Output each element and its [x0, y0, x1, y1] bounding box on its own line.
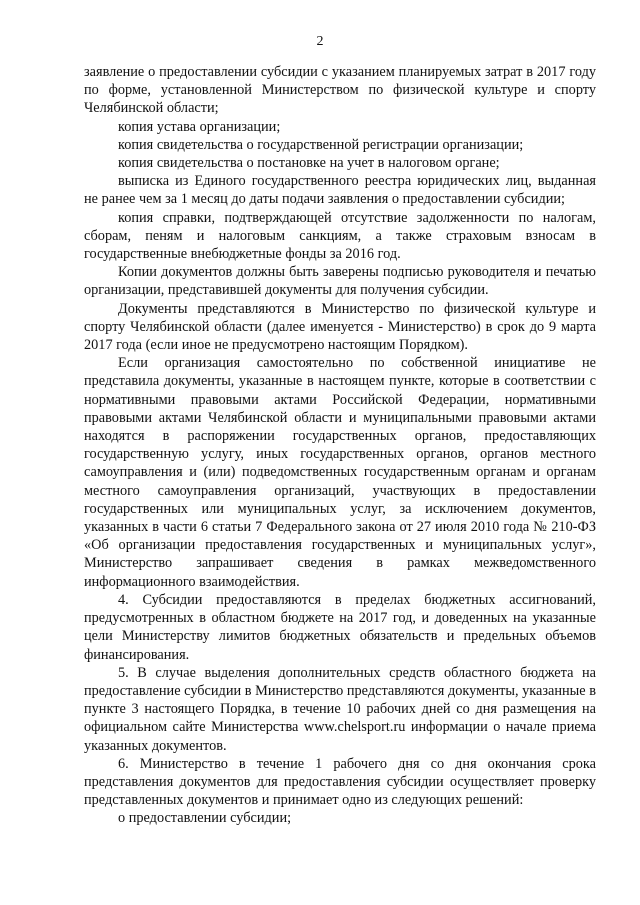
paragraph-submission-deadline: Документы представляются в Министерство по физической культуре и спорту Челябинской области (далее именуется - Министерство) в срок до 9 марта 2017 года (если иное не предусмотрено настоящим Порядком).: [84, 300, 596, 354]
paragraph-registry-extract: выписка из Единого государственного реестра юридических лиц, выданная не ранее чем за 1 месяц до даты подачи заявления о предоставлении субсидии;: [84, 173, 596, 208]
page-number: 2: [316, 34, 324, 49]
paragraph-decision-grant: о предоставлении субсидии;: [118, 810, 292, 827]
paragraph-item-5: 5. В случае выделения дополнительных средств областного бюджета на предоставление субсидии в Министерство представляются документы, указанные в пункте 3 настоящего Порядка, в течение 10 рабочих дней со дня размещения на официальном сайте Министерства www.chelsport.ru информации о начале приема указанных документов.: [84, 664, 596, 754]
paragraph-item-6: 6. Министерство в течение 1 рабочего дня со дня окончания срока представления документов для предоставления субсидии осуществляет проверку представленных документов и принимает одно из следующих решений:: [84, 755, 596, 809]
document-body: [84, 63, 596, 828]
paragraph-no-debt-certificate: копия справки, подтверждающей отсутствие задолженности по налогам, сборам, пеням и налоговым санкциям, а также страховым взносам в государственные внебюджетные фонды за 2016 год.: [84, 209, 596, 263]
paragraph-item-4: 4. Субсидии предоставляются в пределах бюджетных ассигнований, предусмотренных в областном бюджете на 2017 год, и доведенных на указанные цели Министерству лимитов бюджетных обязательств и предельных объемов финансирования.: [84, 591, 596, 663]
paragraph-tax-registration-copy: копия свидетельства о постановке на учет в налоговом органе;: [118, 155, 500, 172]
paragraph-interagency-request: Если организация самостоятельно по собственной инициативе не представила документы, указанные в настоящем пункте, которые в соответствии с нормативными правовыми актами Российской Федерации, нормативными правовыми актами Челябинской области и муниципальными правовыми актами находятся в распоряжении государственных органов, предоставляющих государственную услугу, иных государственных органов, органов местного самоуправления и (или) подведомственных государственным органам и органам местного самоуправления организаций, участвующих в предоставлении государственных или муниципальных услуг, за исключением документов, указанных в части 6 статьи 7 Федерального закона от 27 июля 2010 года № 210-ФЗ «Об организации предоставления государственных и муниципальных услуг», Министерство запрашивает сведения в рамках межведомственного информационного взаимодействия.: [84, 355, 596, 590]
paragraph-copies-certified: Копии документов должны быть заверены подписью руководителя и печатью организации, представившей документы для получения субсидии.: [84, 264, 596, 299]
paragraph-charter-copy: копия устава организации;: [118, 118, 281, 135]
paragraph-registration-copy: копия свидетельства о государственной регистрации организации;: [118, 136, 524, 153]
paragraph-application: заявление о предоставлении субсидии с указанием планируемых затрат в 2017 году по форме, установленной Министерством по физической культуре и спорту Челябинской области;: [84, 64, 596, 117]
